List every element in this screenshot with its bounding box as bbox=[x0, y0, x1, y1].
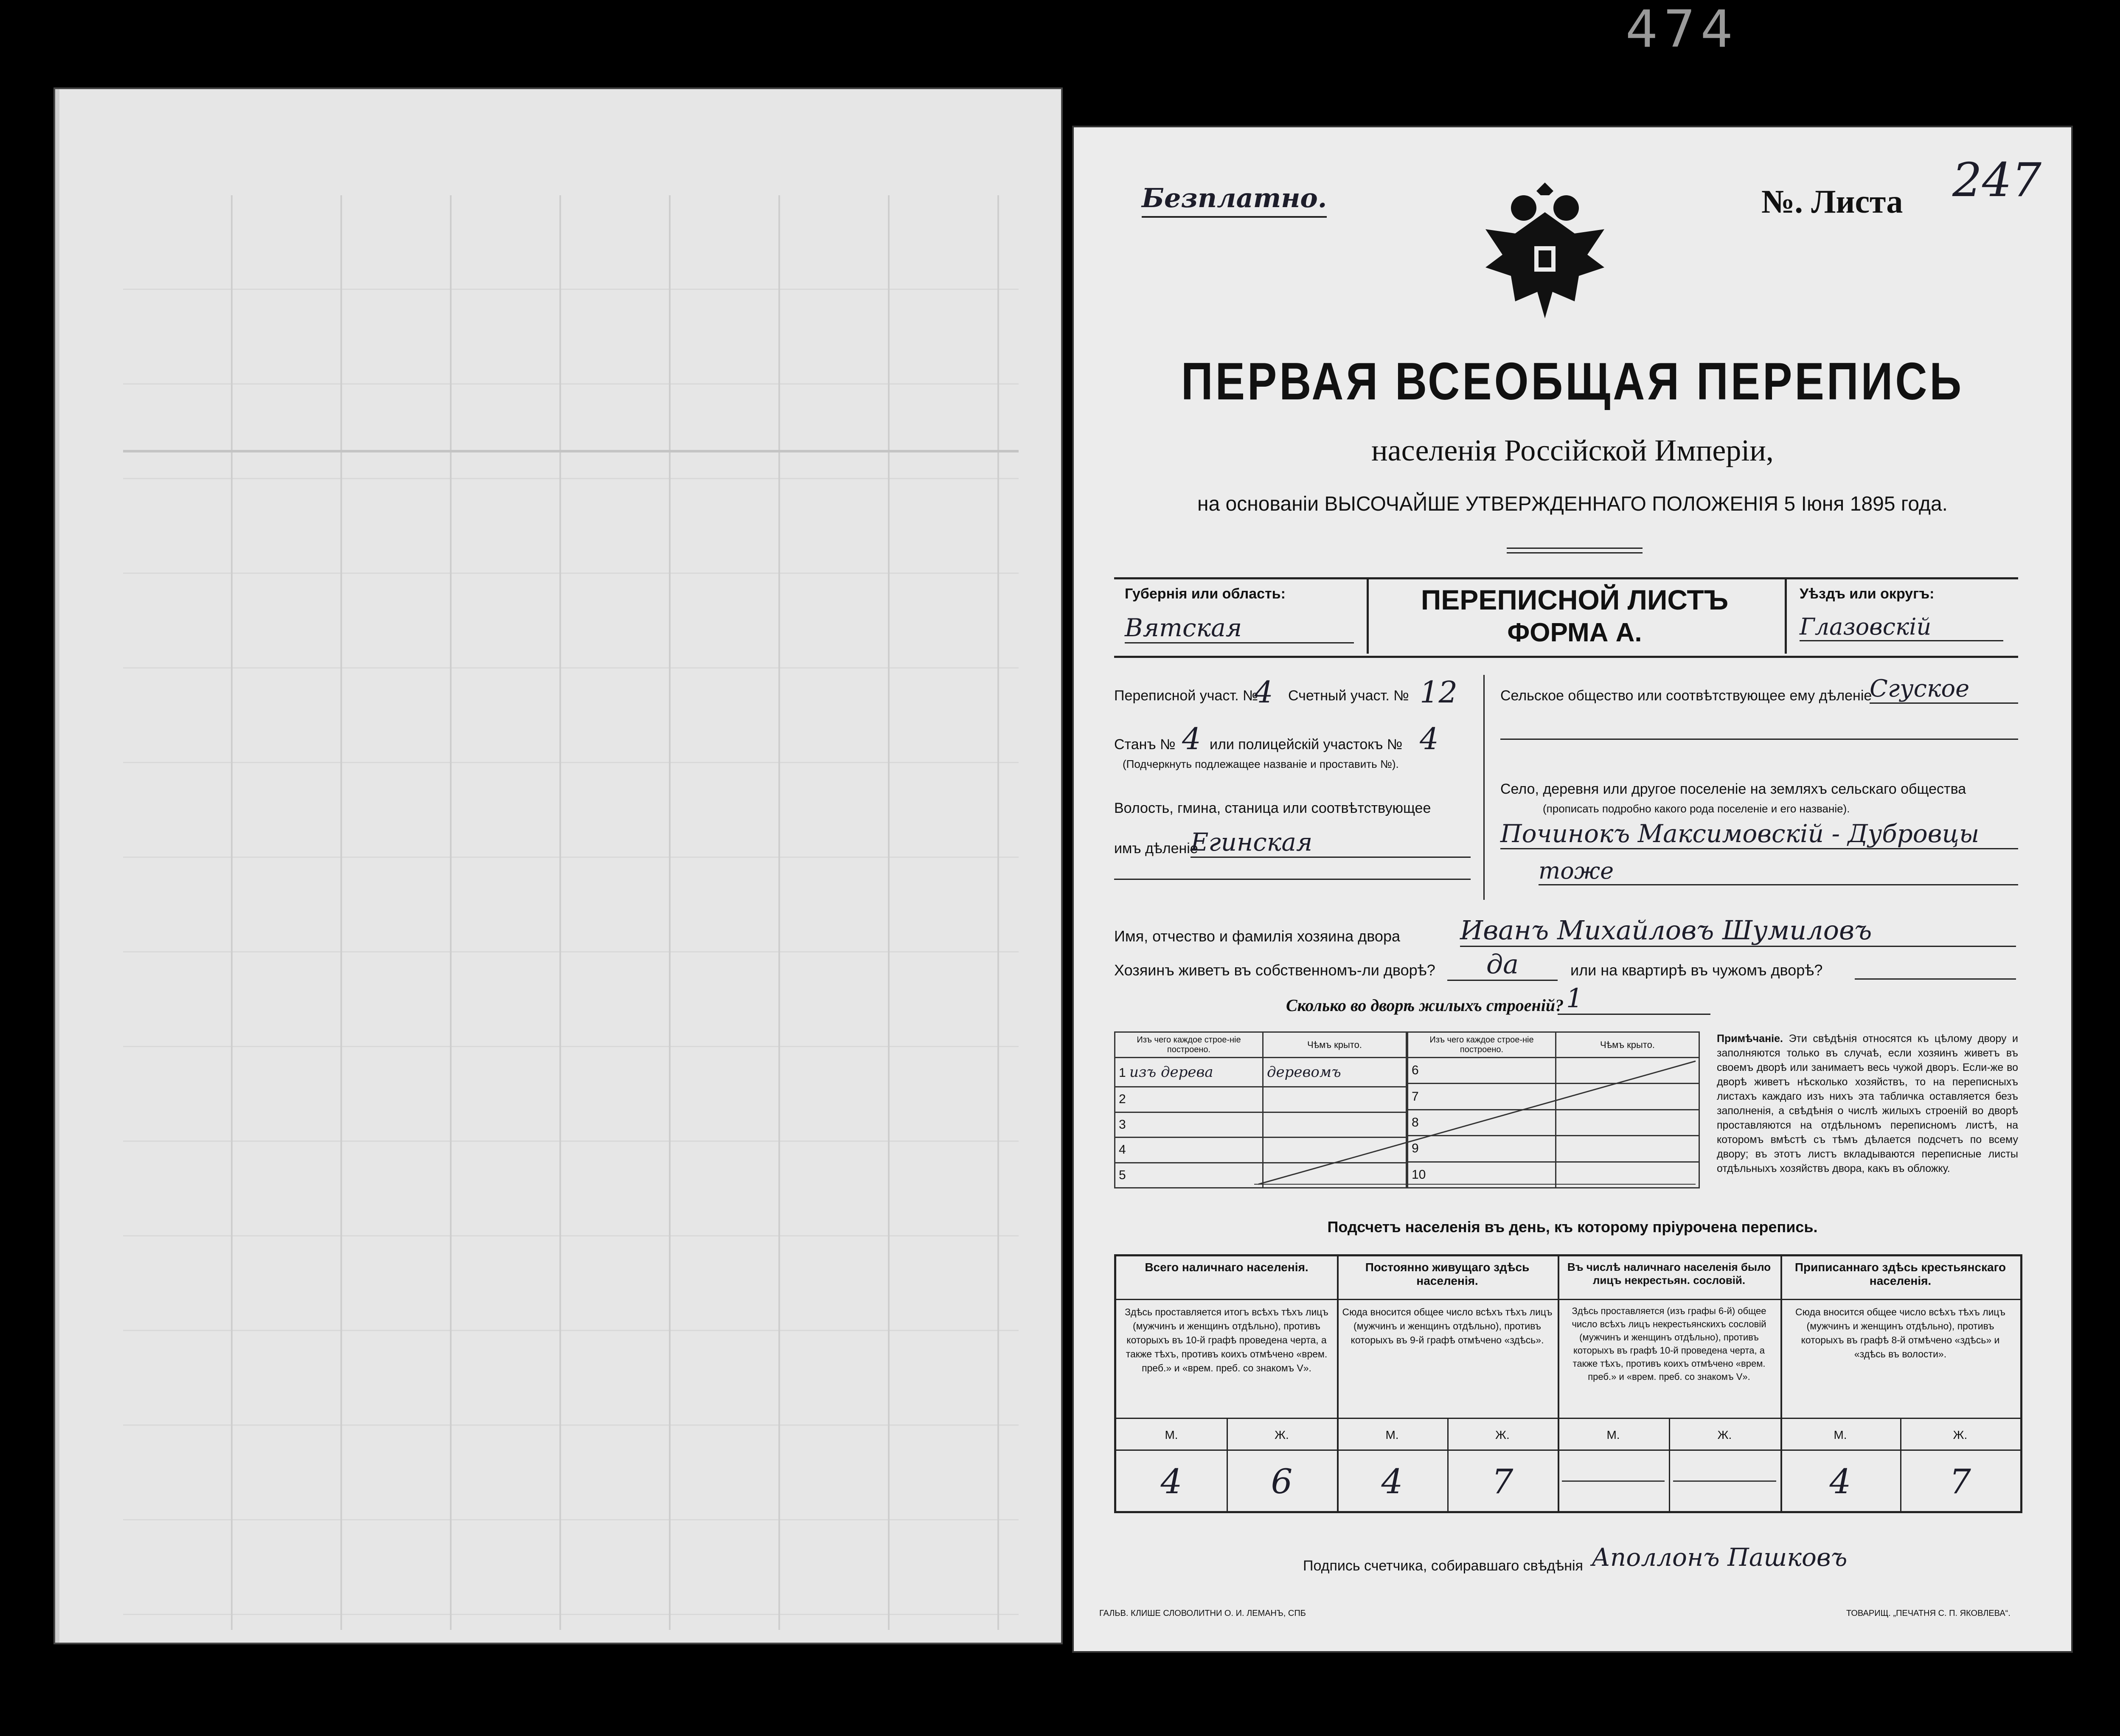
roof-header-2: Чѣмъ крыто. bbox=[1556, 1032, 1699, 1058]
building-number: 9 bbox=[1408, 1136, 1556, 1162]
imperial-eagle-emblem bbox=[1477, 183, 1613, 323]
form-title: ПЕРЕПИСНОЙ ЛИСТЪ bbox=[1421, 584, 1729, 615]
village-label: Село, деревня или другое поселеніе на земляхъ сельскаго общества bbox=[1500, 781, 1966, 797]
census-subtitle: населенія Россійской Имперіи, bbox=[1371, 433, 1774, 467]
building-number: 7 bbox=[1408, 1084, 1556, 1110]
census-title: ПЕРВАЯ ВСЕОБЩАЯ ПЕРЕПИСЬ bbox=[1181, 352, 1964, 411]
volost-label: Волость, гмина, станица или соотвѣтствующее bbox=[1114, 800, 1431, 816]
note-text: Эти свѣдѣнія относятся къ цѣлому двору и заполняются только въ случаѣ, если хозяинъ живетъ въ своемъ дворѣ или занимаетъ весь чужой дворъ. Если-же во дворѣ живетъ нѣсколько хозяйствъ, то на переписныхъ листахъ каждаго изъ нихъ эта табличка оставляется безъ заполненія, а свѣдѣнія о числѣ жилыхъ строеній во дворѣ проставляются на отдѣльномъ переписномъ листѣ, на которомъ вмѣстѣ съ тѣмъ дѣлается подсчетъ по всему двору; въ этотъ листъ вкладываются переписные листы отдѣльныхъ хозяйствъ двора, какъ въ обложку. bbox=[1717, 1033, 2018, 1174]
building-roof: деревомъ bbox=[1263, 1058, 1407, 1087]
tally-column bbox=[1780, 1256, 2020, 1511]
male-count: 4 bbox=[1337, 1449, 1449, 1512]
tally-column bbox=[1337, 1256, 1559, 1511]
underline-note: (Подчеркнуть подлежащее названіе и проставить №). bbox=[1123, 758, 1399, 770]
rent-value-line bbox=[1855, 978, 2016, 980]
volost-value: Егинская bbox=[1191, 828, 1471, 858]
column-divider bbox=[1483, 675, 1485, 900]
location-block bbox=[1114, 675, 2018, 900]
title-ornament bbox=[1507, 548, 1643, 553]
male-count-empty bbox=[1558, 1449, 1670, 1512]
police-value: 4 bbox=[1420, 722, 1439, 756]
building-number: 1 bbox=[1119, 1066, 1126, 1080]
tally-description: Здѣсь проставляется (изъ графы 6-й) общее число всѣхъ лицъ некрестьянскихъ сословій (мужчинъ и женщинъ отдѣльно), противъ которыхъ въ графѣ 10-й проведена черта, а также тѣхъ, противъ коихъ отмѣчено «врем. преб.» и «врем. преб. со знакомъ V». bbox=[1572, 1306, 1766, 1382]
printer-left: ГАЛЬВ. КЛИШЕ СЛОВОЛИТНИ О. И. ЛЕМАНЪ, СПБ bbox=[1099, 1609, 1306, 1618]
female-header: Ж. bbox=[1447, 1418, 1558, 1451]
tally-description: Здѣсь проставляется итогъ всѣхъ тѣхъ лицъ (мужчинъ и женщинъ отдѣльно), противъ которыхъ въ 10-й графѣ проведена черта, а также тѣхъ, противъ коихъ отмѣчено «врем. преб.» и «врем. преб. со знакомъ V». bbox=[1125, 1306, 1328, 1374]
bleed-through-header bbox=[123, 195, 1019, 452]
tally-column bbox=[1558, 1256, 1782, 1511]
stan-label: Станъ № bbox=[1114, 736, 1176, 753]
building-number: 3 bbox=[1115, 1112, 1263, 1137]
tally-description: Сюда вносится общее число всѣхъ тѣхъ лицъ (мужчинъ и женщинъ отдѣльно), противъ которыхъ въ 9-й графѣ отмѣчено «здѣсь». bbox=[1342, 1306, 1553, 1346]
buildings-label: Сколько во дворѣ жилыхъ строеній? bbox=[1286, 996, 1564, 1015]
male-header: М. bbox=[1558, 1418, 1670, 1451]
free-label: Безплатно. bbox=[1142, 183, 1327, 218]
material-header-2: Изъ чего каждое строе-ніе построено. bbox=[1408, 1032, 1556, 1058]
archive-stamp-number: 474 bbox=[1626, 0, 1738, 59]
tally-title: Подсчетъ населенія въ день, къ которому пріурочена перепись. bbox=[1327, 1218, 1818, 1236]
female-header: Ж. bbox=[1669, 1418, 1780, 1451]
building-number: 4 bbox=[1115, 1138, 1263, 1163]
building-number: 5 bbox=[1115, 1163, 1263, 1188]
village-note: (прописать подробно какого рода поселеніе и его названіе). bbox=[1543, 802, 1850, 815]
volost-label-2: имъ дѣленіе bbox=[1114, 840, 1198, 857]
village-value-2: тоже bbox=[1539, 857, 2018, 885]
census-section-value: 4 bbox=[1254, 675, 1273, 710]
printer-right: ТОВАРИЩ. „ПЕЧАТНЯ С. П. ЯКОВЛЕВА“. bbox=[1846, 1609, 2010, 1618]
own-yard-label: Хозяинъ живетъ въ собственномъ-ли дворѣ? bbox=[1114, 961, 1435, 979]
rural-society-extra-line bbox=[1500, 739, 2018, 740]
female-count: 7 bbox=[1900, 1449, 2020, 1512]
female-header: Ж. bbox=[1900, 1418, 2020, 1451]
building-number: 10 bbox=[1408, 1162, 1556, 1188]
census-form-page bbox=[1074, 127, 2071, 1651]
rural-society-label: Сельское общество или соотвѣтствующее ему дѣленіе bbox=[1500, 688, 1872, 704]
signature-value: Аполлонъ Пашковъ bbox=[1592, 1543, 1848, 1572]
tally-header: Всего наличнаго населенія. bbox=[1116, 1256, 1337, 1300]
province-label: Губернія или область: bbox=[1125, 586, 1286, 602]
male-header: М. bbox=[1780, 1418, 1901, 1451]
owner-value: Иванъ Михайловъ Шумиловъ bbox=[1460, 915, 2016, 947]
strike-through-lines bbox=[1254, 1057, 1700, 1188]
tally-header: Приписаннаго здѣсь крестьянскаго населенія. bbox=[1780, 1256, 2020, 1300]
province-value: Вятская bbox=[1125, 613, 1354, 643]
sheet-number-value: 247 bbox=[1952, 153, 2041, 207]
signature-label: Подпись счетчика, собиравшаго свѣдѣнія bbox=[1303, 1558, 1583, 1574]
buildings-value: 1 bbox=[1558, 983, 1710, 1015]
volost-extra-line bbox=[1114, 879, 1471, 880]
material-header: Изъ чего каждое строе-ніе построено. bbox=[1115, 1032, 1263, 1058]
female-count: 6 bbox=[1227, 1449, 1337, 1512]
count-section-label: Счетный участ. № bbox=[1288, 688, 1409, 704]
left-page bbox=[55, 89, 1061, 1643]
tally-header: Постоянно живущаго здѣсь населенія. bbox=[1337, 1256, 1558, 1300]
owner-label: Имя, отчество и фамилія хозяина двора bbox=[1114, 927, 1400, 945]
building-number: 6 bbox=[1408, 1058, 1556, 1084]
tally-column bbox=[1116, 1256, 1339, 1511]
rent-label: или на квартирѣ въ чужомъ дворѣ? bbox=[1570, 961, 1823, 979]
village-value: Починокъ Максимовскій - Дубровцы bbox=[1500, 819, 2018, 849]
tally-description: Сюда вносится общее число всѣхъ тѣхъ лицъ (мужчинъ и женщинъ отдѣльно), противъ которыхъ въ графѣ 8-й отмѣчено «здѣсь» и «здѣсь въ волости». bbox=[1795, 1306, 2005, 1360]
roof-header: Чѣмъ крыто. bbox=[1263, 1032, 1407, 1058]
district-value: Глазовскій bbox=[1800, 613, 2003, 641]
female-count: 7 bbox=[1447, 1449, 1558, 1512]
buildings-section bbox=[1114, 1031, 2018, 1193]
female-count-empty bbox=[1669, 1449, 1780, 1512]
sheet-number-label: №. Листа bbox=[1761, 183, 1903, 220]
own-yard-value: да bbox=[1447, 949, 1558, 981]
police-label: или полицейскій участокъ № bbox=[1210, 736, 1403, 753]
district-label: Уѣздъ или округъ: bbox=[1800, 586, 1935, 602]
male-count: 4 bbox=[1780, 1449, 1901, 1512]
census-basis: на основаніи ВЫСОЧАЙШЕ УТВЕРЖДЕННАГО ПОЛОЖЕНІЯ 5 Іюня 1895 года. bbox=[1197, 493, 1948, 515]
building-material: изъ дерева bbox=[1129, 1064, 1213, 1081]
building-number: 2 bbox=[1115, 1087, 1263, 1112]
building-number: 8 bbox=[1408, 1110, 1556, 1135]
note-title: Примѣчаніе. bbox=[1717, 1033, 1783, 1045]
tally-header: Въ числѣ наличнаго населенія было лицъ некрестьян. сословій. bbox=[1558, 1256, 1780, 1300]
female-header: Ж. bbox=[1227, 1418, 1337, 1451]
rural-society-value: Сгуское bbox=[1870, 675, 2018, 704]
male-header: М. bbox=[1116, 1418, 1228, 1451]
census-section-label: Переписной участ. № bbox=[1114, 688, 1258, 704]
count-section-value: 12 bbox=[1420, 675, 1458, 710]
male-count: 4 bbox=[1116, 1449, 1228, 1512]
stan-value: 4 bbox=[1182, 722, 1201, 756]
buildings-note bbox=[1717, 1031, 2018, 1176]
tally-table bbox=[1114, 1254, 2022, 1513]
male-header: М. bbox=[1337, 1418, 1449, 1451]
form-letter: ФОРМА А. bbox=[1507, 618, 1642, 647]
